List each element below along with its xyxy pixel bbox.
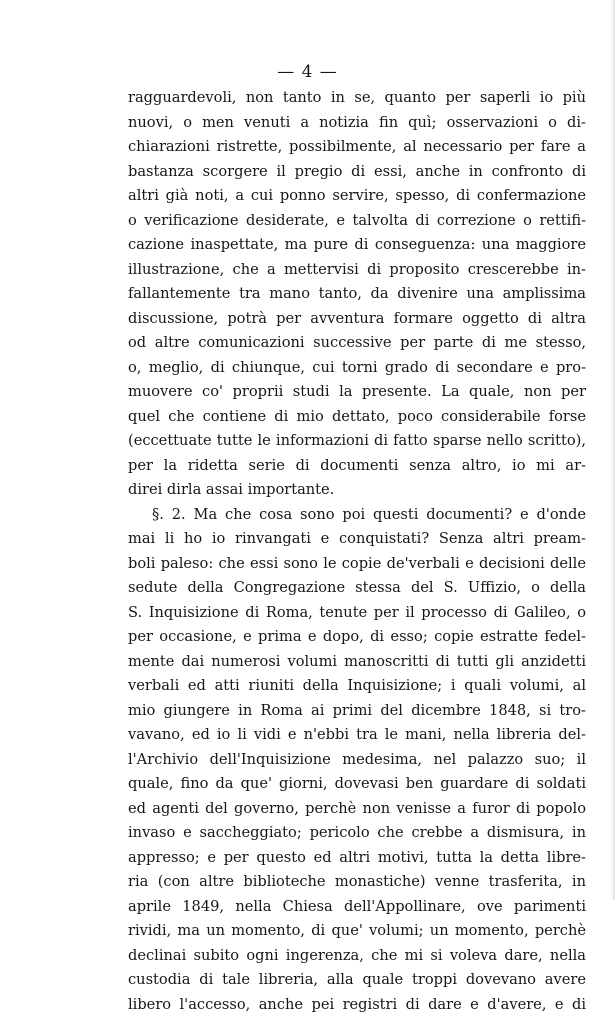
text-line: o verificazione desiderate, e talvolta di correzione o rettifi-	[128, 209, 586, 234]
text-line: custodia di tale libreria, alla quale troppi dovevano avere	[128, 968, 586, 993]
text-line: direi dirla assai importante.	[128, 478, 586, 503]
text-line: vavano, ed io li vidi e n'ebbi tra le mani, nella libreria del-	[128, 723, 586, 748]
text-line: mai li ho io rinvangati e conquistati? Senza altri pream-	[128, 527, 586, 552]
text-line: per occasione, e prima e dopo, di esso; copie estratte fedel-	[128, 625, 586, 650]
text-line: nuovi, o men venuti a notizia fin quì; osservazioni o di-	[128, 111, 586, 136]
text-line: chiarazioni ristrette, possibilmente, al necessario per fare a	[128, 135, 586, 160]
text-line: o, meglio, di chiunque, cui torni grado di secondare e pro-	[128, 356, 586, 381]
text-line: bastanza scorgere il pregio di essi, anche in confronto di	[128, 160, 586, 185]
text-line: cazione inaspettate, ma pure di conseguenza: una maggiore	[128, 233, 586, 258]
text-line: sedute della Congregazione stessa del S. Uffizio, o della	[128, 576, 586, 601]
page-number: — 4 —	[0, 62, 615, 82]
text-line: mente dai numerosi volumi manoscritti di tutti gli anzidetti	[128, 650, 586, 675]
text-line: libero l'accesso, anche pei registri di dare e d'avere, e di	[128, 993, 586, 1017]
text-line: illustrazione, che a mettervisi di proposito crescerebbe in-	[128, 258, 586, 283]
text-line: muovere co' proprii studi la presente. La quale, non per	[128, 380, 586, 405]
text-line: ed agenti del governo, perchè non venisse a furor di popolo	[128, 797, 586, 822]
text-line: fallantemente tra mano tanto, da divenire una amplissima	[128, 282, 586, 307]
text-line: boli paleso: che essi sono le copie de'verbali e decisioni delle	[128, 552, 586, 577]
text-line: appresso; e per questo ed altri motivi, tutta la detta libre-	[128, 846, 586, 871]
text-line: ria (con altre biblioteche monastiche) venne trasferita, in	[128, 870, 586, 895]
text-line: verbali ed atti riuniti della Inquisizione; i quali volumi, al	[128, 674, 586, 699]
section-heading-line: §. 2. Ma che cosa sono poi questi documenti? e d'onde	[128, 503, 586, 528]
text-line: declinai subito ogni ingerenza, che mi si voleva dare, nella	[128, 944, 586, 969]
text-line: mio giungere in Roma ai primi del dicembre 1848, si tro-	[128, 699, 586, 724]
text-line: od altre comunicazioni successive per parte di me stesso,	[128, 331, 586, 356]
text-line: S. Inquisizione di Roma, tenute per il processo di Galileo, o	[128, 601, 586, 626]
text-line: l'Archivio dell'Inquisizione medesima, nel palazzo suo; il	[128, 748, 586, 773]
text-line: aprile 1849, nella Chiesa dell'Appollinare, ove parimenti	[128, 895, 586, 920]
page-edge-shadow	[611, 0, 615, 900]
text-line: discussione, potrà per avventura formare oggetto di altra	[128, 307, 586, 332]
text-line: (eccettuate tutte le informazioni di fatto sparse nello scritto),	[128, 429, 586, 454]
text-line: invaso e saccheggiato; pericolo che crebbe a dismisura, in	[128, 821, 586, 846]
text-line: rividi, ma un momento, di que' volumi; un momento, perchè	[128, 919, 586, 944]
body-text	[128, 86, 586, 1017]
text-line: quel che contiene di mio dettato, poco considerabile forse	[128, 405, 586, 430]
text-line: quale, fino da que' giorni, dovevasi ben guardare di soldati	[128, 772, 586, 797]
text-line: ragguardevoli, non tanto in se, quanto per saperli io più	[128, 86, 586, 111]
text-line: per la ridetta serie di documenti senza altro, io mi ar-	[128, 454, 586, 479]
text-line: altri già noti, a cui ponno servire, spesso, di confermazione	[128, 184, 586, 209]
